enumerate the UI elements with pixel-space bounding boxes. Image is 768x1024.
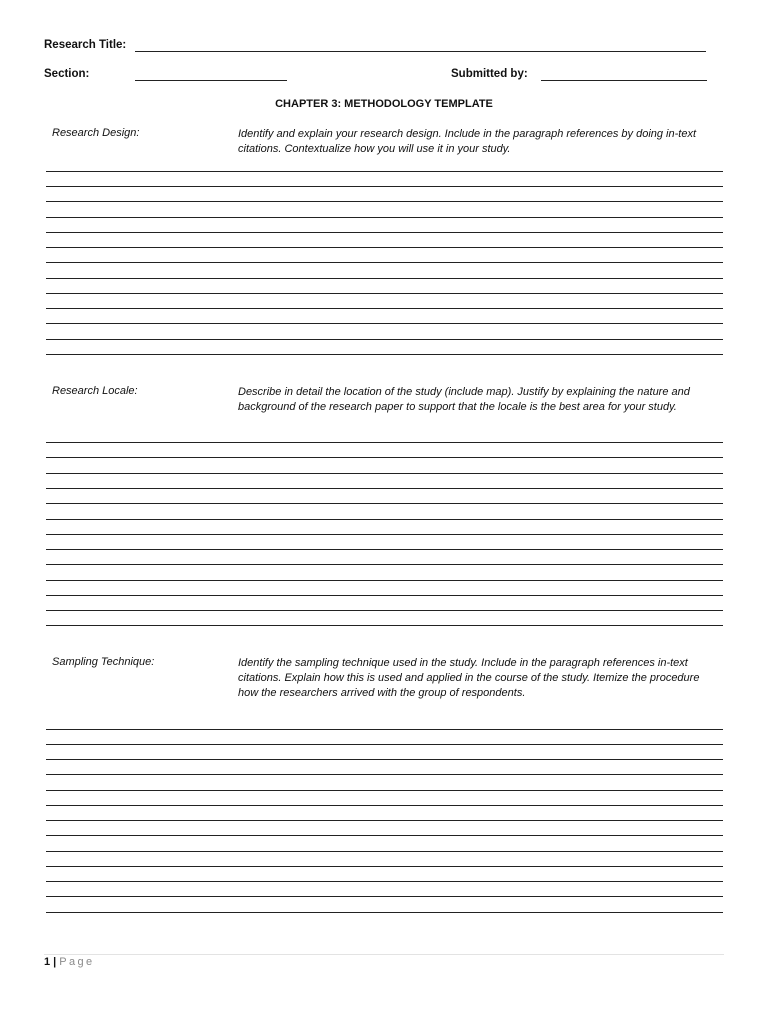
submitted-by-label: Submitted by: bbox=[451, 68, 528, 80]
writing-line bbox=[46, 488, 723, 489]
writing-line bbox=[46, 323, 723, 324]
sampling-technique-label: Sampling Technique: bbox=[52, 656, 155, 668]
writing-line bbox=[46, 625, 723, 626]
research-design-description: Identify and explain your research design. Include in the paragraph references by doing in-text citations. Contextualize how you will use it in your study. bbox=[238, 128, 697, 155]
page-label: Page bbox=[59, 956, 95, 968]
writing-line bbox=[46, 503, 723, 504]
research-locale-label: Research Locale: bbox=[52, 385, 138, 397]
research-locale-description: Describe in detail the location of the study (include map). Justify by explaining the nature and background of the research paper to support that the locale is the best area for your study. bbox=[238, 386, 690, 413]
writing-line bbox=[46, 729, 723, 730]
writing-line bbox=[46, 232, 723, 233]
research-design-label: Research Design: bbox=[52, 127, 140, 139]
writing-line bbox=[46, 851, 723, 852]
research-title-label: Research Title: bbox=[44, 39, 127, 51]
writing-line bbox=[46, 881, 723, 882]
page-footer bbox=[44, 956, 95, 968]
writing-line bbox=[46, 774, 723, 775]
page-title: CHAPTER 3: METHODOLOGY TEMPLATE bbox=[275, 98, 493, 110]
writing-line bbox=[46, 534, 723, 535]
writing-line bbox=[46, 247, 723, 248]
writing-line bbox=[46, 866, 723, 867]
footer-separator: | bbox=[53, 956, 57, 968]
writing-line bbox=[46, 744, 723, 745]
writing-line bbox=[46, 186, 723, 187]
writing-line bbox=[46, 759, 723, 760]
footer-divider bbox=[44, 954, 724, 955]
section-label: Section: bbox=[44, 68, 90, 80]
writing-line bbox=[46, 549, 723, 550]
research-title-field[interactable] bbox=[135, 51, 706, 52]
writing-line bbox=[46, 473, 723, 474]
writing-line bbox=[46, 217, 723, 218]
writing-line bbox=[46, 896, 723, 897]
writing-line bbox=[46, 442, 723, 443]
writing-line bbox=[46, 580, 723, 581]
page-number: 1 bbox=[44, 956, 51, 968]
writing-line bbox=[46, 262, 723, 263]
writing-line bbox=[46, 912, 723, 913]
writing-line bbox=[46, 278, 723, 279]
writing-line bbox=[46, 805, 723, 806]
writing-line bbox=[46, 820, 723, 821]
sampling-technique-description: Identify the sampling technique used in the study. Include in the paragraph references in-text citations. Explain how this is used and applied in the course of the study. Itemize the procedure how the researchers arrived with the group of respondents. bbox=[238, 657, 700, 699]
writing-line bbox=[46, 519, 723, 520]
writing-line bbox=[46, 339, 723, 340]
writing-line bbox=[46, 354, 723, 355]
writing-line bbox=[46, 457, 723, 458]
writing-line bbox=[46, 171, 723, 172]
writing-line bbox=[46, 835, 723, 836]
writing-line bbox=[46, 564, 723, 565]
writing-line bbox=[46, 293, 723, 294]
writing-line bbox=[46, 308, 723, 309]
section-field[interactable] bbox=[135, 80, 287, 81]
writing-line bbox=[46, 610, 723, 611]
writing-line bbox=[46, 201, 723, 202]
writing-line bbox=[46, 595, 723, 596]
submitted-by-field[interactable] bbox=[541, 80, 707, 81]
writing-line bbox=[46, 790, 723, 791]
